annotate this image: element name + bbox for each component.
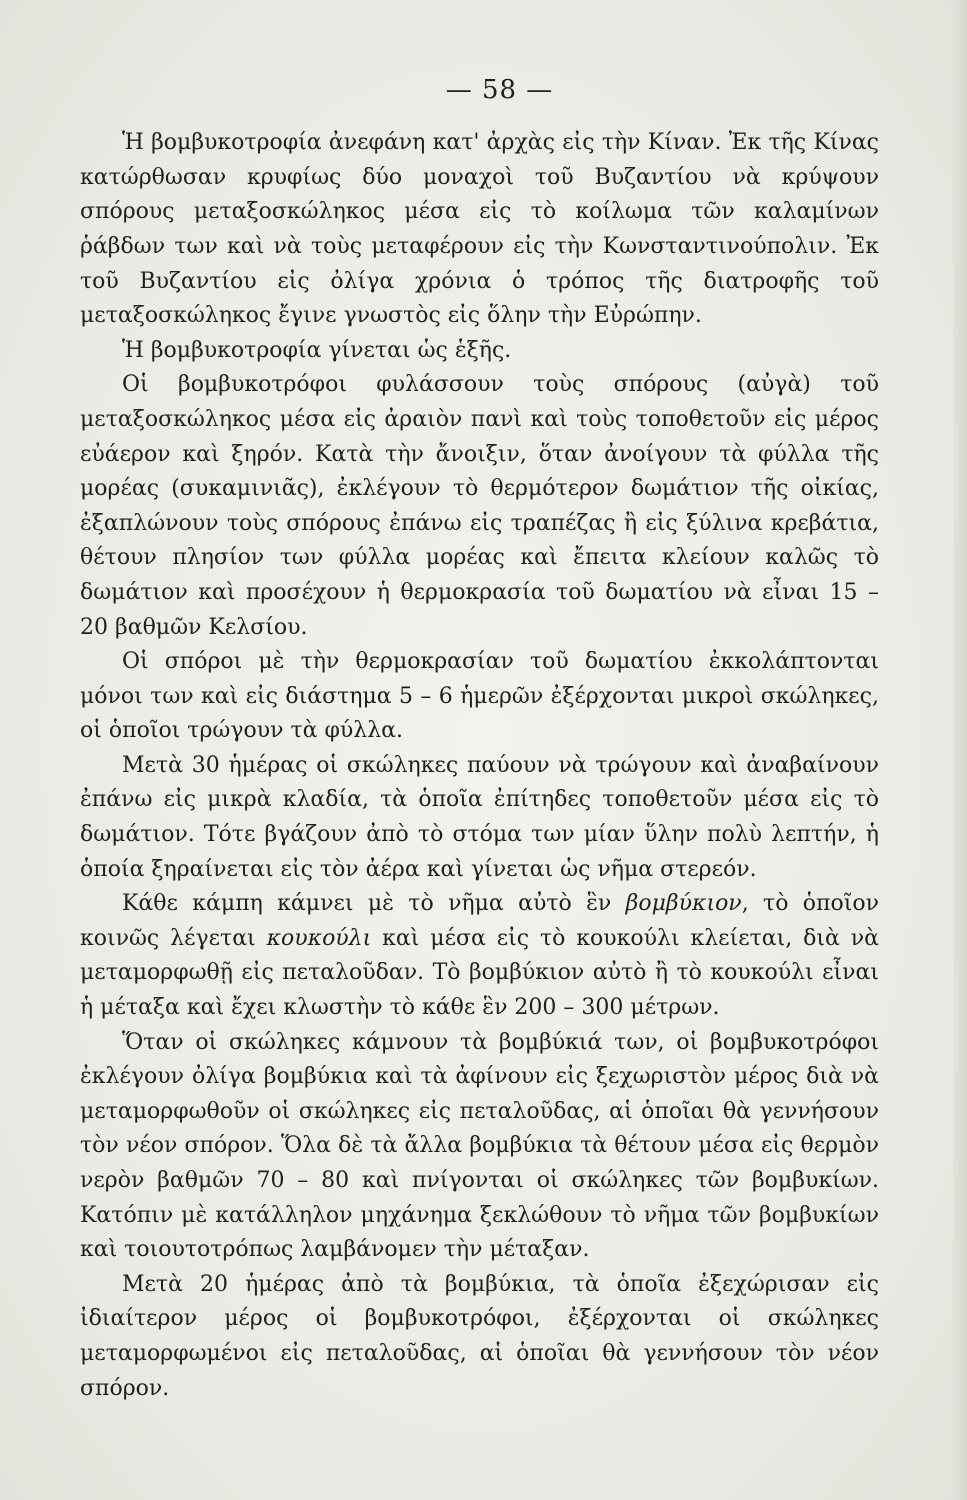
- paragraph-text: Κάθε κάμπη κάμνει μὲ τὸ νῆμα αὐτὸ ἓν: [122, 891, 626, 917]
- paragraph-text: Οἱ σπόροι μὲ τὴν θερμοκρασίαν τοῦ δωματίου ἐκκολάπτονται μόνοι των καὶ εἰς διάστημα 5 – 6 ἡμερῶν ἐξέρχονται μικροὶ σκώληκες, οἱ ὁποῖοι τρώγουν τὰ φύλλα.: [80, 649, 879, 744]
- page-edge-shadow: [953, 0, 967, 1500]
- paragraph: [80, 645, 879, 749]
- italic-term: κουκούλι: [266, 925, 372, 951]
- paragraph-text: Μετὰ 20 ἡμέρας ἀπὸ τὰ βομβύκια, τὰ ὁποῖα ἐξεχώρισαν εἰς ἰδιαίτερον μέρος οἱ βομβυκοτρόφοι, ἐξέρχονται οἱ σκώληκες μεταμορφωμένοι εἰς πεταλοῦδας, αἱ ὁποῖαι θὰ γεννήσουν τὸν νέον σπόρον.: [80, 1271, 879, 1401]
- paragraph: [80, 749, 879, 887]
- paragraph: [80, 887, 879, 1025]
- italic-term: βομβύκιον: [625, 891, 742, 917]
- paragraph-text: Ἡ βομβυκοτροφία ἀνεφάνη κατ' ἀρχὰς εἰς τὴν Κίναν. Ἐκ τῆς Κίνας κατώρθωσαν κρυφίως δύο μοναχοὶ τοῦ Βυζαντίου νὰ κρύψουν σπόρους μεταξοσκώληκος μέσα εἰς τὸ κοίλωμα τῶν καλαμίνων ῥάβδων των καὶ νὰ τοὺς μεταφέρουν εἰς τὴν Κωνσταντινούπολιν. Ἐκ τοῦ Βυζαντίου εἰς ὀλίγα χρόνια ὁ τρόπος τῆς διατροφῆς τοῦ μεταξοσκώληκος ἔγινε γνωστὸς εἰς ὅλην τὴν Εὐρώπην.: [80, 130, 879, 329]
- paragraph-text: Μετὰ 30 ἡμέρας οἱ σκώληκες παύουν νὰ τρώγουν καὶ ἀναβαίνουν ἐπάνω εἰς μικρὰ κλαδία, τὰ ὁποῖα ἐπίτηδες τοποθετοῦν μέσα εἰς τὸ δωμάτιον. Τότε βγάζουν ἀπὸ τὸ στόμα των μίαν ὕλην πολὺ λεπτήν, ἡ ὁποία ξηραίνεται εἰς τὸν ἀέρα καὶ γίνεται ὡς νῆμα στερεόν.: [80, 752, 879, 882]
- paragraph: [80, 334, 879, 369]
- page-number: — 58 —: [445, 75, 554, 105]
- body-text: [80, 126, 879, 1406]
- paragraph-text: Οἱ βομβυκοτρόφοι φυλάσσουν τοὺς σπόρους (αὐγὰ) τοῦ μεταξοσκώληκος μέσα εἰς ἀραιὸν πανὶ καὶ τοὺς τοποθετοῦν εἰς μέρος εὐάερον καὶ ξηρόν. Κατὰ τὴν ἄνοιξιν, ὅταν ἀνοίγουν τὰ φύλλα τῆς μορέας (συκαμινιᾶς), ἐκλέγουν τὸ θερμότερον δωμάτιον τῆς οἰκίας, ἐξαπλώνουν τοὺς σπόρους ἐπάνω εἰς τραπέζας ἢ εἰς ξύλινα κρεβάτια, θέτουν πλησίον των φύλλα μορέας καὶ ἔπειτα κλείουν καλῶς τὸ δωμάτιον καὶ προσέχουν ἡ θερμοκρασία τοῦ δωματίου νὰ εἶναι 15 – 20 βαθμῶν Κελσίου.: [80, 372, 879, 640]
- paragraph: [80, 126, 879, 334]
- paragraph-text: Ὅταν οἱ σκώληκες κάμνουν τὰ βομβύκιά των, οἱ βομβυκοτρόφοι ἐκλέγουν ὀλίγα βομβύκια καὶ τὰ ἀφίνουν εἰς ξεχωριστὸν μέρος διὰ νὰ μεταμορφωθοῦν οἱ σκώληκες εἰς πεταλοῦδας, αἱ ὁποῖαι θὰ γεννήσουν τὸν νέον σπόρον. Ὅλα δὲ τὰ ἄλλα βομβύκια τὰ θέτουν μέσα εἰς θερμὸν νερὸν βαθμῶν 70 – 80 καὶ πνίγονται οἱ σκώληκες τῶν βομβυκίων. Κατόπιν μὲ κατάλληλον μηχάνημα ξεκλώθουν τὸ νῆμα τῶν βομβυκίων καὶ τοιουτοτρόπως λαμβάνομεν τὴν μέταξαν.: [80, 1029, 879, 1263]
- paragraph: [80, 1268, 879, 1406]
- paragraph: [80, 368, 879, 645]
- paragraph-text: καὶ μέσα εἰς τὸ κουκούλι κλείεται, διὰ νὰ μεταμορφωθῇ εἰς πεταλοῦδαν. Τὸ βομβύκιον αὐτὸ ἢ τὸ κουκούλι εἶναι ἡ μέταξα καὶ ἔχει κλωστὴν τὸ κάθε ἓν 200 – 300 μέτρων.: [80, 925, 879, 1021]
- paragraph-text: Ἡ βομβυκοτροφία γίνεται ὡς ἑξῆς.: [122, 337, 512, 363]
- paragraph: [80, 1026, 879, 1268]
- paragraph-text: , τὸ ὁποῖον κοινῶς λέγεται: [80, 891, 879, 951]
